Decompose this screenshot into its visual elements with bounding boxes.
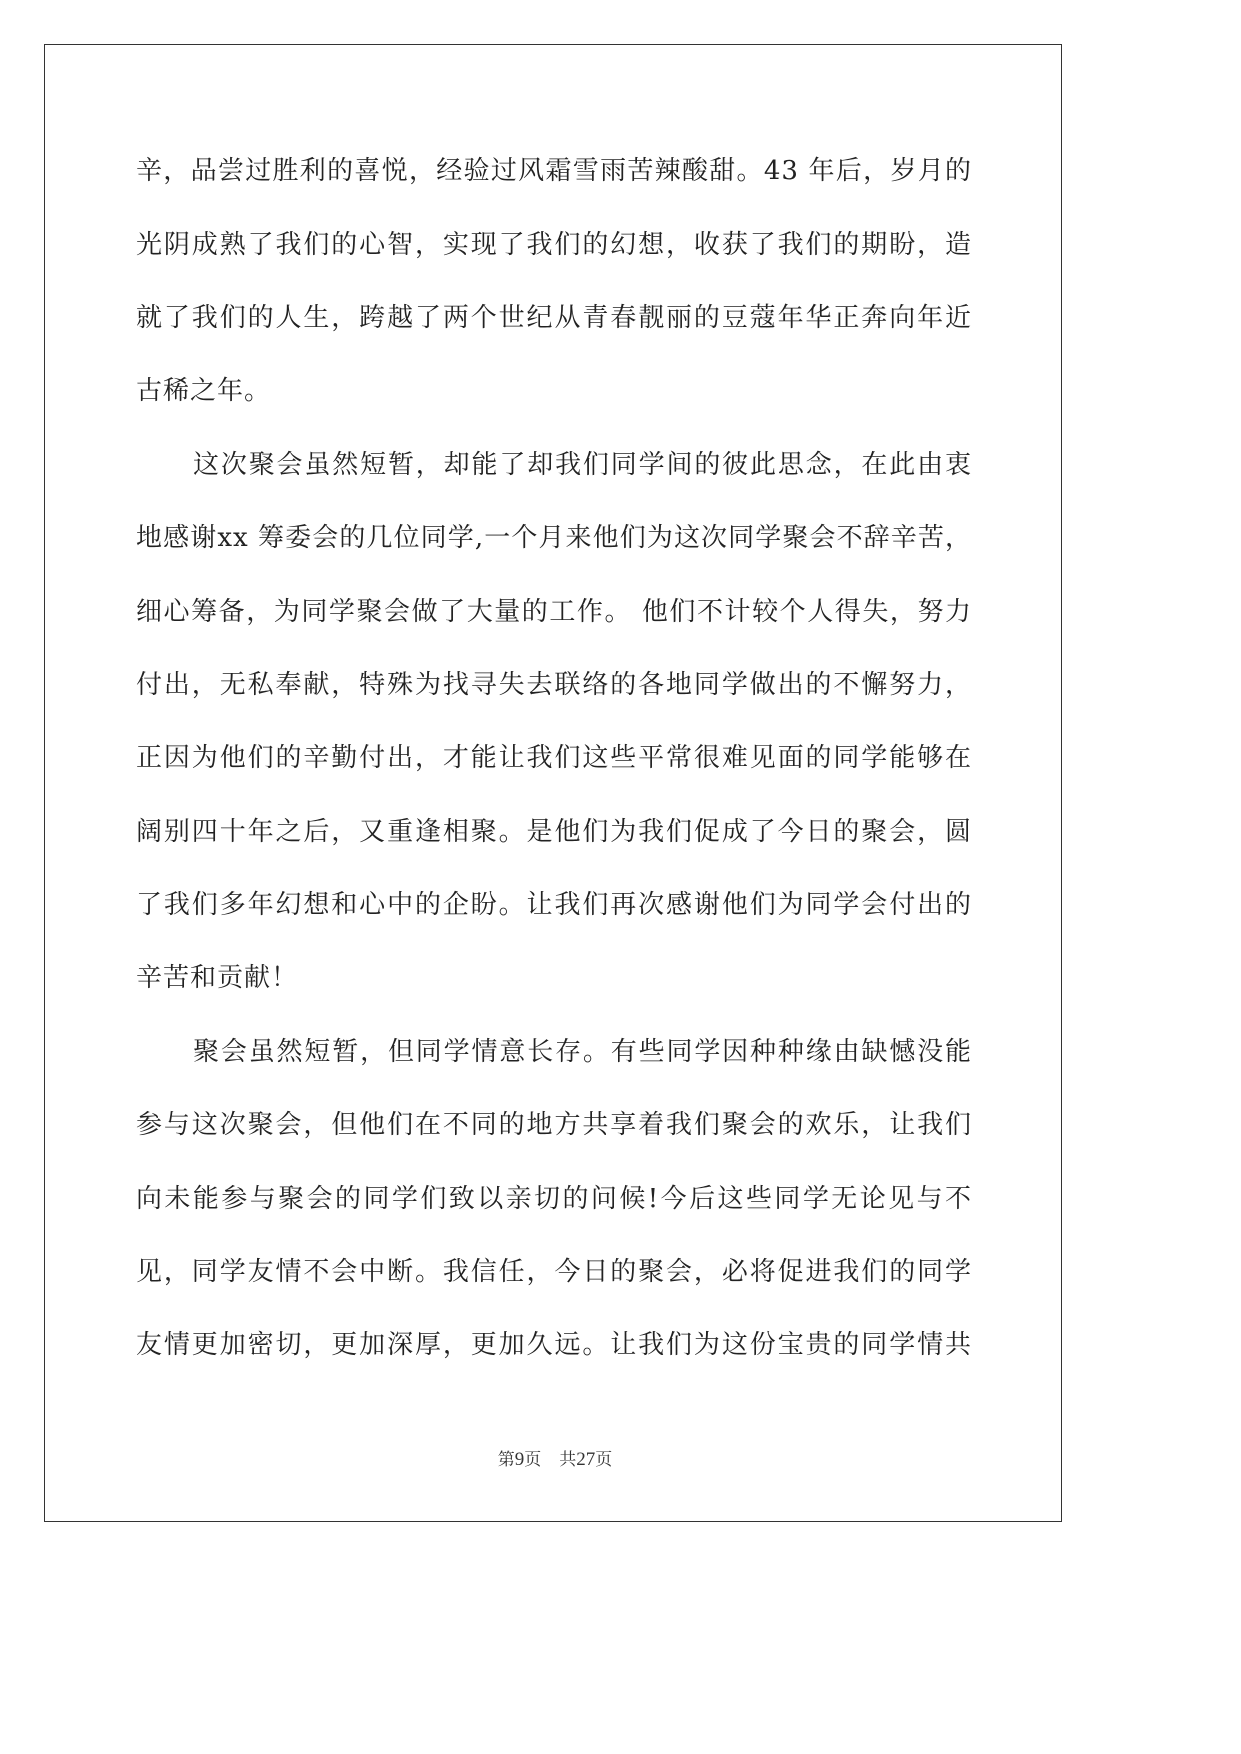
text-line: 阔别四十年之后，又重逢相聚。是他们为我们促成了今日的聚会，圆 [136,817,972,847]
total-pages: 27 [576,1449,596,1470]
text-line: 光阴成熟了我们的心智，实现了我们的幻想，收获了我们的期盼，造 [136,230,972,260]
page-unit: 页 [524,1450,542,1469]
text-line: 古稀之年。 [136,376,272,406]
page-border [44,44,1062,1522]
text-line: 付出，无私奉献，特殊为找寻失去联络的各地同学做出的不懈努力， [136,670,972,700]
text-line: 了我们多年幻想和心中的企盼。让我们再次感谢他们为同学会付出的 [136,890,972,920]
total-unit: 页 [595,1450,613,1469]
text-line: 参与这次聚会，但他们在不同的地方共享着我们聚会的欢乐，让我们 [136,1110,972,1140]
text-line: 辛苦和贡献！ [136,963,299,993]
text-line: 就了我们的人生，跨越了两个世纪从青春靓丽的豆蔻年华正奔向年近 [136,303,972,333]
text-line: 聚会虽然短暂，但同学情意长存。有些同学因种种缘由缺憾没能 [193,1037,972,1067]
text-line: 见，同学友情不会中断。我信任，今日的聚会，必将促进我们的同学 [136,1257,972,1287]
text-line: 辛，品尝过胜利的喜悦，经验过风霜雪雨苦辣酸甜。43 年后，岁月的 [136,156,972,186]
text-line: 地感谢xx 筹委会的几位同学,一个月来他们为这次同学聚会不辞辛苦， [136,523,972,553]
page-footer [0,1445,1110,1471]
page-prefix: 第 [497,1450,515,1469]
text-line: 友情更加密切，更加深厚，更加久远。让我们为这份宝贵的同学情共 [136,1330,972,1360]
text-line: 细心筹备，为同学聚会做了大量的工作。 他们不计较个人得失，努力 [136,597,972,627]
text-line: 这次聚会虽然短暂，却能了却我们同学间的彼此思念，在此由衷 [193,450,972,480]
text-line: 向未能参与聚会的同学们致以亲切的问候!今后这些同学无论见与不 [136,1184,972,1214]
page-number: 9 [514,1449,525,1470]
text-line: 正因为他们的辛勤付出，才能让我们这些平常很难见面的同学能够在 [136,743,972,773]
total-prefix: 共 [559,1450,577,1469]
